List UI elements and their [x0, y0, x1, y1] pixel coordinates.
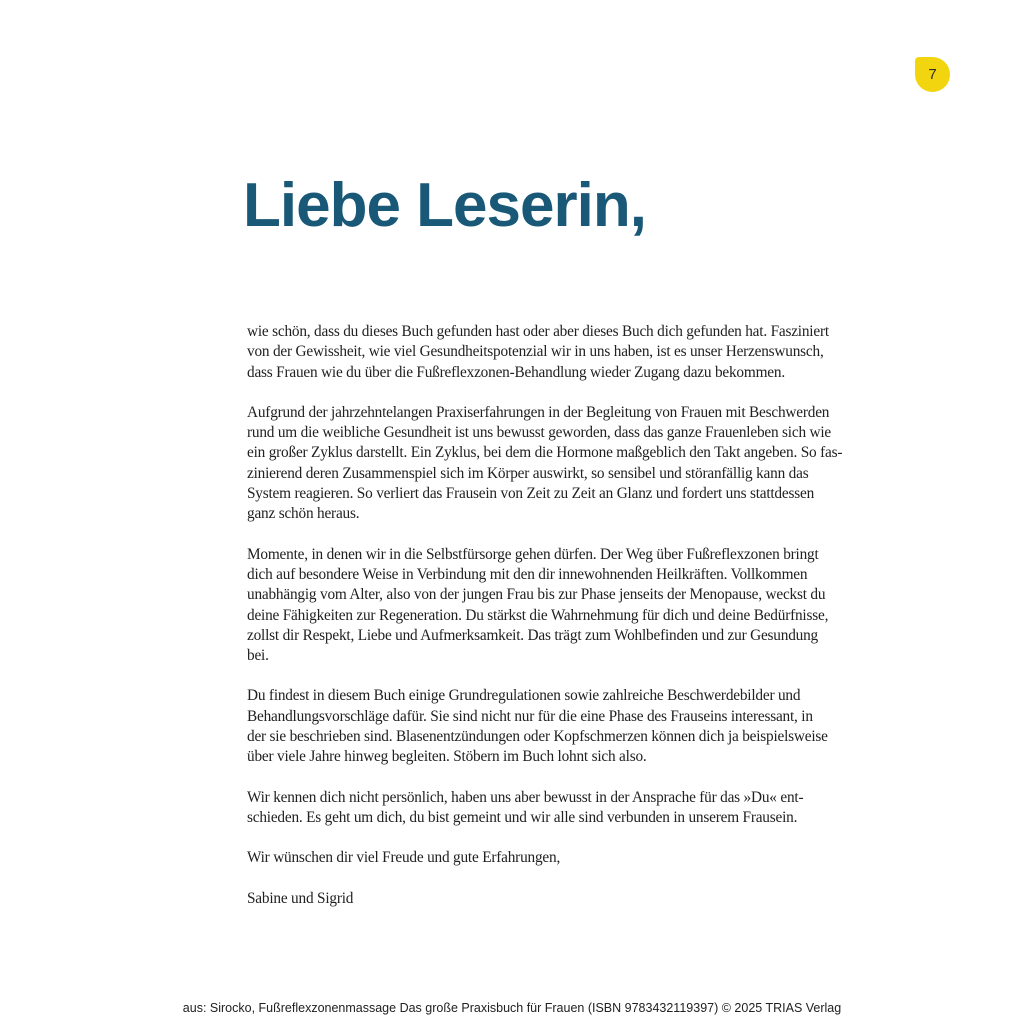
text-line: Du findest in diesem Buch einige Grundregulationen sowie zahlreiche Beschwerdebilder und [247, 687, 801, 705]
text-line: zinierend deren Zusammenspiel sich im Körper auswirkt, so sensibel und störanfällig kann das [247, 464, 809, 482]
text-line: der sie beschrieben sind. Blasenentzündungen oder Kopfschmerzen können dich ja beispielsweise [247, 728, 828, 746]
page-number: 7 [928, 66, 937, 83]
page-number-badge [915, 57, 950, 92]
text-line: bei. [247, 647, 269, 665]
text-line: wie schön, dass du dieses Buch gefunden hast oder aber dieses Buch dich gefunden hat. Fasziniert [247, 323, 829, 340]
text-line: deine Fähigkeiten zur Regeneration. Du stärkst die Wahrnehmung für dich und deine Bedürfnisse, [247, 606, 829, 624]
text-line: Wir wünschen dir viel Freude und gute Erfahrungen, [247, 849, 561, 867]
text-line: Momente, in denen wir in die Selbstfürsorge gehen dürfen. Der Weg über Fußreflexzonen bringt [247, 545, 819, 563]
body-text-column [247, 322, 907, 929]
text-line: zollst dir Respekt, Liebe und Aufmerksamkeit. Das trägt zum Wohlbefinden und zur Gesundung [247, 626, 818, 644]
text-line: ein großer Zyklus darstellt. Ein Zyklus, bei dem die Hormone maßgeblich den Takt angeben. So fas- [247, 444, 843, 462]
text-line: dich auf besondere Weise in Verbindung mit den dir innewohnenden Heilkräften. Vollkommen [247, 565, 808, 583]
paragraph-intro [247, 322, 907, 383]
text-line: System reagieren. So verliert das Frausein von Zeit zu Zeit an Glanz und fordert uns stattdessen [247, 485, 815, 503]
text-line: Sabine und Sigrid [247, 889, 354, 907]
text-line: unabhängig vom Alter, also von der jungen Frau bis zur Phase jenseits der Menopause, weckst du [247, 586, 826, 604]
source-credit-line: aus: Sirocko, Fußreflexzonenmassage Das große Praxisbuch für Frauen (ISBN 9783432119397) © 2025 TRIAS Verlag [182, 1001, 842, 1015]
text-line: Wir kennen dich nicht persönlich, haben uns aber bewusst in der Ansprache für das »Du« ent- [247, 788, 804, 806]
paragraph-signatur [247, 889, 907, 909]
paragraph-ansprache [247, 788, 907, 829]
text-line: Aufgrund der jahrzehntelangen Praxiserfahrungen in der Begleitung von Frauen mit Beschwerden [247, 403, 830, 421]
page-title: Liebe Leserin, [243, 170, 646, 240]
paragraph-zyklus [247, 403, 907, 525]
text-line: rund um die weibliche Gesundheit ist uns bewusst geworden, dass das ganze Frauenleben sich wie [247, 424, 832, 442]
text-line: von der Gewissheit, wie viel Gesundheitspotenzial wir in uns haben, ist es unser Herzenswunsch, [247, 343, 824, 361]
text-line: dass Frauen wie du über die Fußreflexzonen-Behandlung wieder Zugang dazu bekommen. [247, 363, 785, 381]
text-line: über viele Jahre hinweg begleiten. Stöbern im Buch lohnt sich also. [247, 748, 647, 766]
paragraph-wunsch [247, 848, 907, 868]
paragraph-buchinhalt [247, 686, 907, 767]
text-line: schieden. Es geht um dich, du bist gemeint und wir alle sind verbunden in unserem Frausein. [247, 808, 798, 826]
text-line: Behandlungsvorschläge dafür. Sie sind nicht nur für die eine Phase des Frauseins interessant, in [247, 707, 813, 725]
paragraph-selbstfuersorge [247, 545, 907, 667]
text-line: ganz schön heraus. [247, 505, 360, 523]
